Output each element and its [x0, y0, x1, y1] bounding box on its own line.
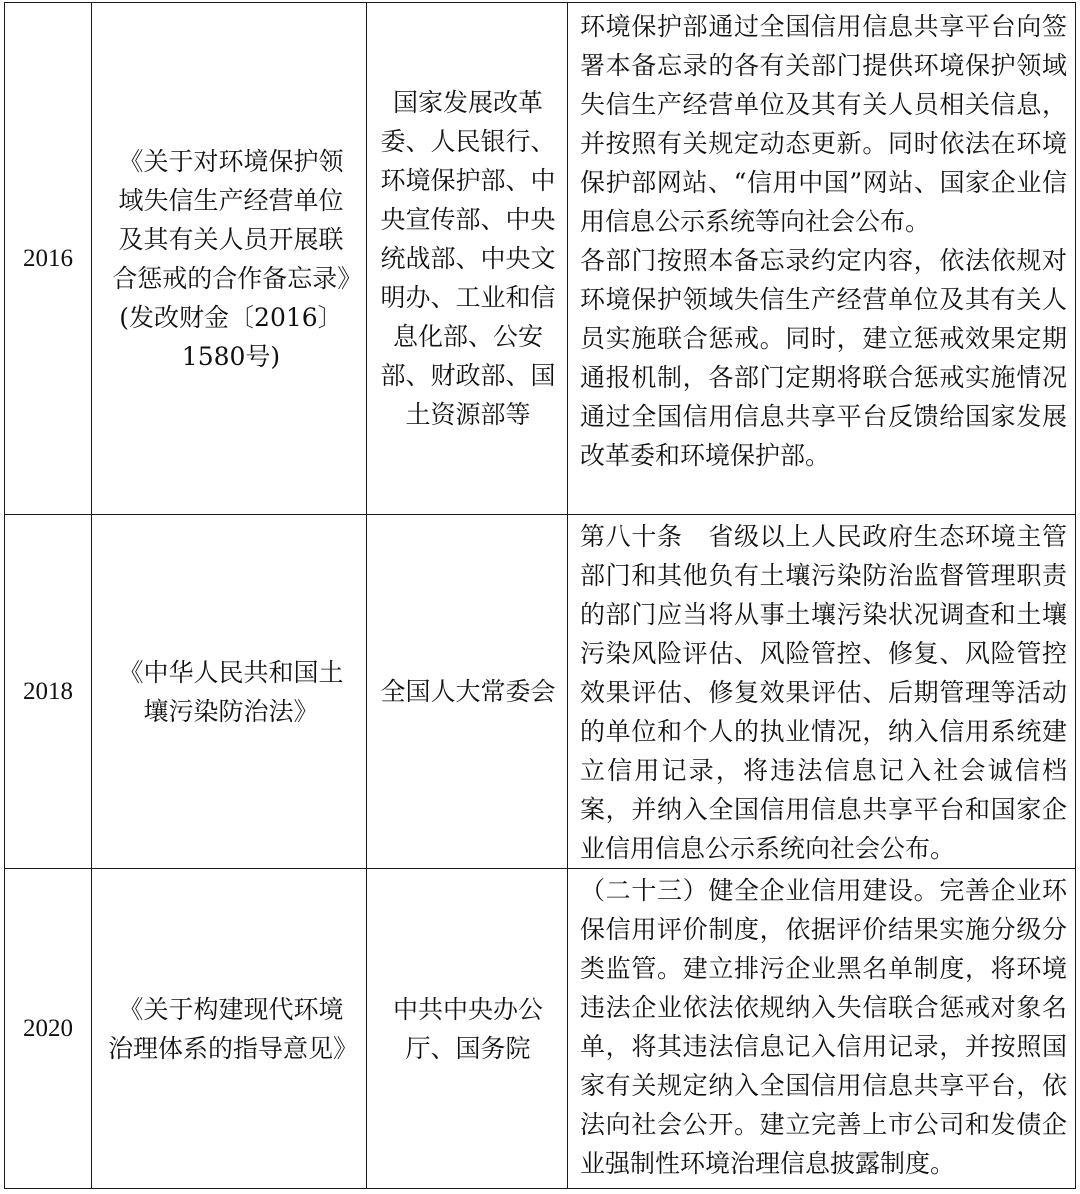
content-paragraph: 第八十条 省级以上人民政府生态环境主管部门和其他负有土壤污染防治监督管理职责的部门应当将从事土壤污染状况调查和土壤污染风险评估、风险管控、修复、风险管控效果评估、修复效果评估、后期管理等活动的单位和个人的执业情况，纳入信用系统建立信用记录，将违法信息记入社会诚信档案，并纳入全国信用信息共享平台和国家企业信用信息公示系统向社会公布。 — [580, 522, 1067, 863]
year-cell: 2018 — [5, 515, 92, 869]
table-row — [5, 3, 1076, 515]
document-title-cell: 《关于对环境保护领域失信生产经营单位及其有关人员开展联合惩戒的合作备忘录》(发改财金〔2016〕1580号) — [92, 3, 367, 515]
table-row — [5, 515, 1076, 869]
departments-cell: 国家发展改革委、人民银行、环境保护部、中央宣传部、中央统战部、中央文明办、工业和信息化部、公安部、财政部、国土资源部等 — [367, 3, 568, 515]
content-paragraph: 各部门按照本备忘录约定内容，依法依规对环境保护领域失信生产经营单位及其有关人员实施联合惩戒。同时，建立惩戒效果定期通报机制，各部门定期将联合惩戒实施情况通过全国信用信息共享平台反馈给国家发展改革委和环境保护部。 — [580, 246, 1067, 470]
policy-table — [4, 2, 1076, 1189]
year-cell: 2020 — [5, 869, 92, 1189]
content-paragraph: （二十三）健全企业信用建设。完善企业环保信用评价制度，依据评价结果实施分级分类监管。建立排污企业黑名单制度，将环境违法企业依法依规纳入失信联合惩戒对象名单，将其违法信息记入信用记录，并按照国家有关规定纳入全国信用信息共享平台，依法向社会公开。建立完善上市公司和发债企业强制性环境治理信息披露制度。 — [580, 876, 1067, 1178]
year-cell: 2016 — [5, 3, 92, 515]
table-row — [5, 869, 1076, 1189]
content-paragraph: 环境保护部通过全国信用信息共享平台向签署本备忘录的各有关部门提供环境保护领域失信生产经营单位及其有关人员相关信息，并按照有关规定动态更新。同时依法在环境保护部网站、“信用中国”网站、国家企业信用信息公示系统等向社会公布。 — [580, 12, 1067, 236]
content-cell — [568, 3, 1076, 515]
departments-cell: 中共中央办公厅、国务院 — [367, 869, 568, 1189]
content-cell — [568, 869, 1076, 1189]
document-title-cell: 《关于构建现代环境治理体系的指导意见》 — [92, 869, 367, 1189]
content-cell — [568, 515, 1076, 869]
document-title-cell: 《中华人民共和国土壤污染防治法》 — [92, 515, 367, 869]
departments-cell: 全国人大常委会 — [367, 515, 568, 869]
